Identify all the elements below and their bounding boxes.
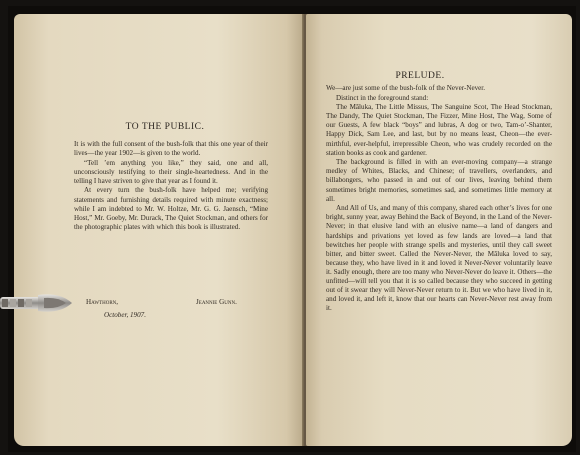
right-page-title: PRELUDE. [395,71,445,81]
left-paragraph-2: “Tell ’em anything you like,” they said, one and all, unconsciously testifying to their single-heartedness. And in the telling I have striven to give that year as I found it. [74,158,268,185]
signature-date [104,311,146,319]
page-clip-icon [0,290,74,316]
right-paragraph-1: The Măluka, The Little Missus, The Sanguine Scot, The Head Stockman, The Dandy, The Quiet Stockman, The Fizzer, Mine Host, The Wag, Some of our Guests, A few black “boys” and lubras, A dog or two, Tam-o’-Shanter, Happy Dick, Sam Lee, and last, but by no means least, Cheon—the ever-mirthful, ever-helpful, irrepressible Cheon, who was crudely recorded on the station books as cook and gardener. [326,103,552,157]
signature-place [86,298,118,306]
right-paragraph-2: The background is filled in with an ever-moving company—a strange medley of Whites, Blacks, and Chinese; of travellers, overlanders, and billabongers, who passed in and out of our lives, leaving behind them sometimes bright memories, sometimes sad, and sometimes little memory at all. [326,158,552,203]
signature-name [196,298,237,306]
right-intro: We—are just some of the bush-folk of the Never-Never. [326,84,486,92]
signature-text: Jeannie Gunn. [196,298,237,306]
left-paragraph-1: It is with the full consent of the bush-folk that this one year of their lives—the year 1902—is given to the world. [74,140,268,158]
left-paragraph-3: At every turn the bush-folk have helped me; verifying statements and furnishing details required with minute exactness; while I am indebted to Mr. W. Holtze, Mr. G. G. Jaensch, “Mine Host,” Mr. Goeby, Mr. Durack, The Quiet Stockman, and others for the photographic plates with which this book is illustrated. [74,186,268,231]
left-page-body [74,140,268,232]
left-page-title: TO THE PUBLIC. [125,122,205,132]
right-distinct: Distinct in the foreground stand: [336,93,429,102]
date-text: October, 1907. [104,311,146,319]
right-paragraph-3: And All of Us, and many of this company, shared each other’s lives for one bright, sunny year, away Behind the Back of Beyond, in the Land of the Never-Never; in that elusive land with an elusive name—a land of dangers and hardships and privations yet loved as few lands are loved—a land that bewitches her people with strange spells and mysteries, until they call sweet bitter, and bitter sweet. Called the Never-Never, the Măluka loved to say, because they, who have lived in it and loved it Never-Never voluntarily leave it. Sadly enough, there are too many who Never-Never do leave it. Others—the unfitted—will tell you that it is so called because they who succeed in getting out of it swear they will Never-Never return to it. But we who have lived in it, and loved it, and left it, know that our hearts can Never-Never rest away from it. [326,204,552,313]
place-text: Hawthorn, [86,298,119,306]
right-page-body [326,84,552,314]
